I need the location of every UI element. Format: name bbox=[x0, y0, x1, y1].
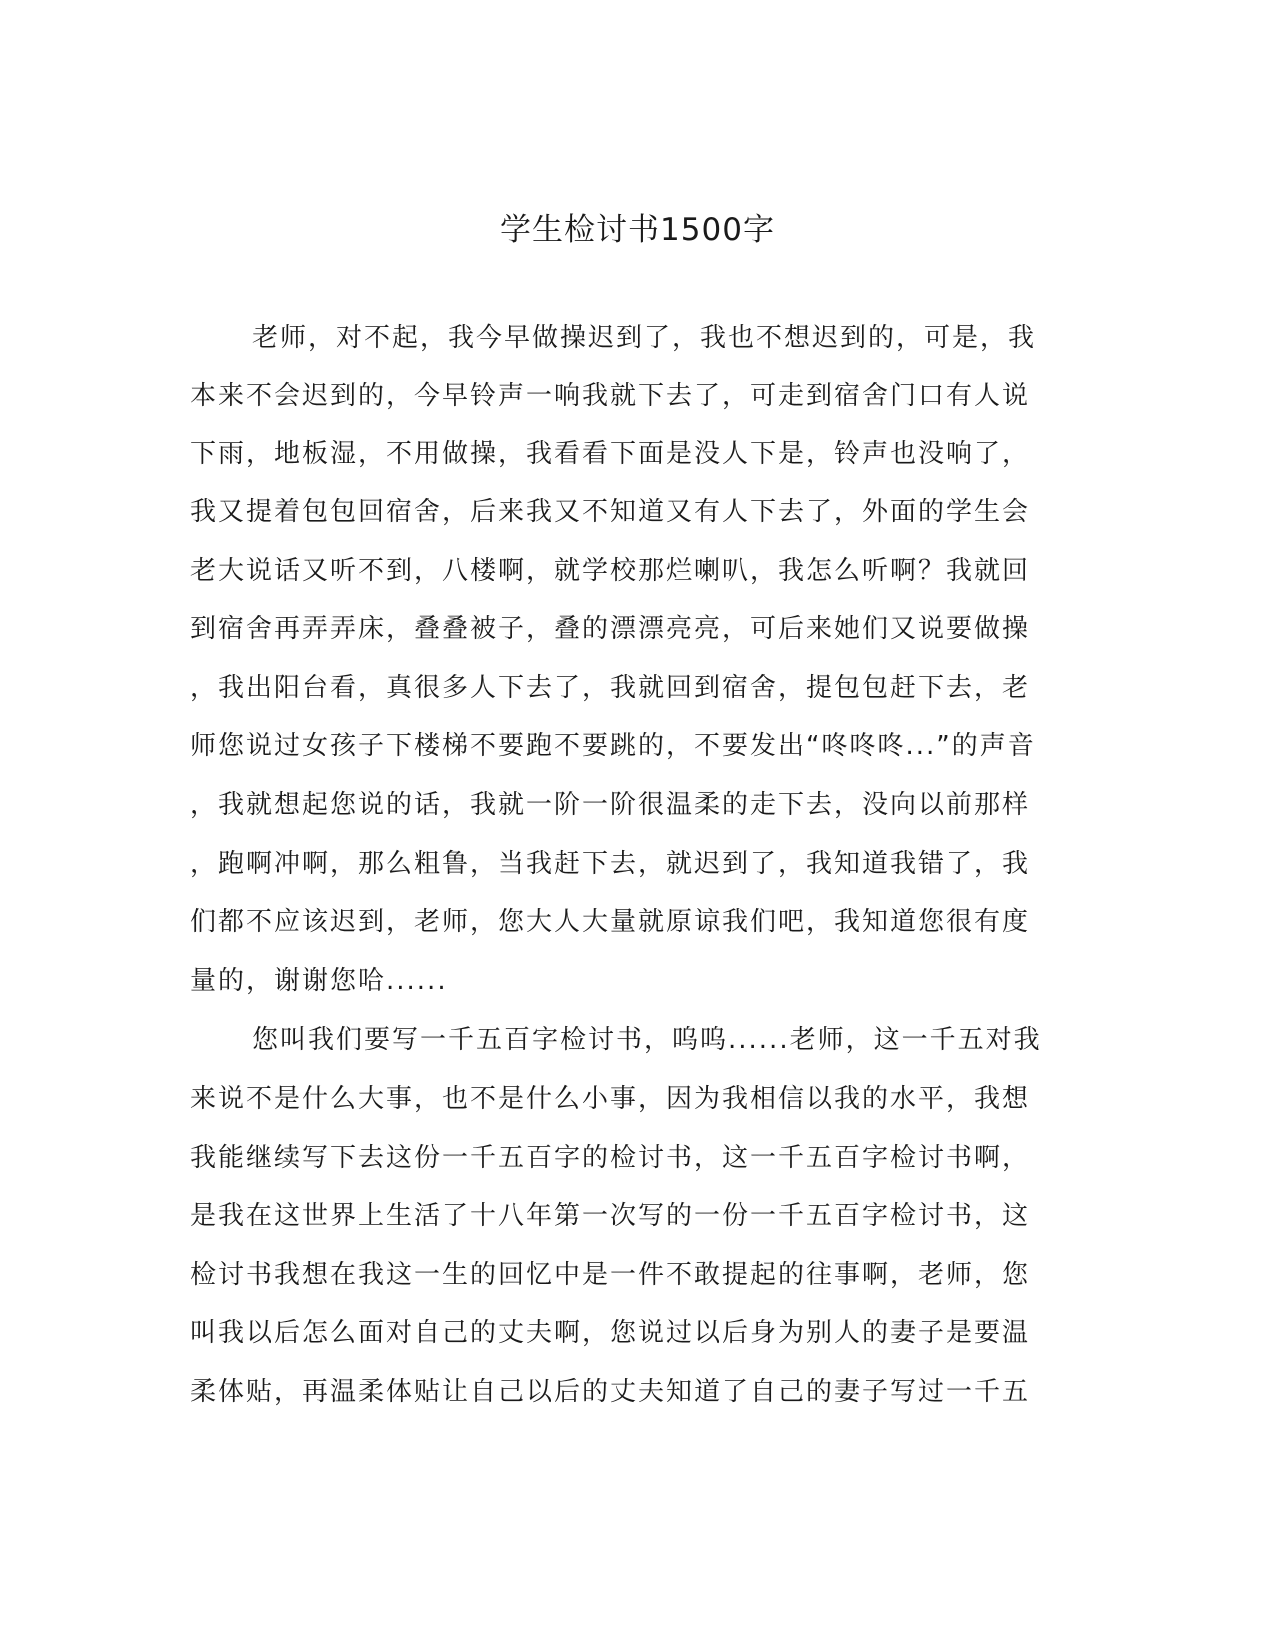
text-line: 您叫我们要写一千五百字检讨书，呜呜......老师，这一千五对我 bbox=[252, 1025, 1042, 1055]
text-line: 师您说过女孩子下楼梯不要跑不要跳的，不要发出“咚咚咚...”的声音 bbox=[190, 731, 1036, 761]
text-line: ，我出阳台看，真很多人下去了，我就回到宿舍，提包包赶下去，老 bbox=[190, 673, 1031, 703]
text-line: ，我就想起您说的话，我就一阶一阶很温柔的走下去，没向以前那样 bbox=[190, 790, 1031, 820]
text-line: 本来不会迟到的，今早铃声一响我就下去了，可走到宿舍门口有人说 bbox=[190, 381, 1031, 411]
text-line: 叫我以后怎么面对自己的丈夫啊，您说过以后身为别人的妻子是要温 bbox=[190, 1318, 1031, 1348]
text-line: 来说不是什么大事，也不是什么小事，因为我相信以我的水平，我想 bbox=[190, 1084, 1031, 1114]
text-line: 柔体贴，再温柔体贴让自己以后的丈夫知道了自己的妻子写过一千五 bbox=[190, 1377, 1031, 1407]
text-line: 下雨，地板湿，不用做操，我看看下面是没人下是，铃声也没响了， bbox=[190, 439, 1031, 469]
text-line: 检讨书我想在我这一生的回忆中是一件不敢提起的往事啊，老师，您 bbox=[190, 1260, 1031, 1290]
text-line: 老师，对不起，我今早做操迟到了，我也不想迟到的，可是，我 bbox=[252, 323, 1037, 353]
text-line: 我又提着包包回宿舍，后来我又不知道又有人下去了，外面的学生会 bbox=[190, 497, 1031, 527]
document-title: 学生检讨书1500字 bbox=[500, 212, 775, 248]
text-line: 我能继续写下去这份一千五百字的检讨书，这一千五百字检讨书啊， bbox=[190, 1143, 1031, 1173]
text-line: 到宿舍再弄弄床，叠叠被子，叠的漂漂亮亮，可后来她们又说要做操 bbox=[190, 614, 1031, 644]
text-line: 们都不应该迟到，老师，您大人大量就原谅我们吧，我知道您很有度 bbox=[190, 907, 1031, 937]
text-line: ，跑啊冲啊，那么粗鲁，当我赶下去，就迟到了，我知道我错了，我 bbox=[190, 849, 1031, 879]
text-line: 是我在这世界上生活了十八年第一次写的一份一千五百字检讨书，这 bbox=[190, 1201, 1031, 1231]
text-line: 量的，谢谢您哈...... bbox=[190, 966, 448, 996]
text-line: 老大说话又听不到，八楼啊，就学校那烂喇叭，我怎么听啊？我就回 bbox=[190, 556, 1031, 586]
